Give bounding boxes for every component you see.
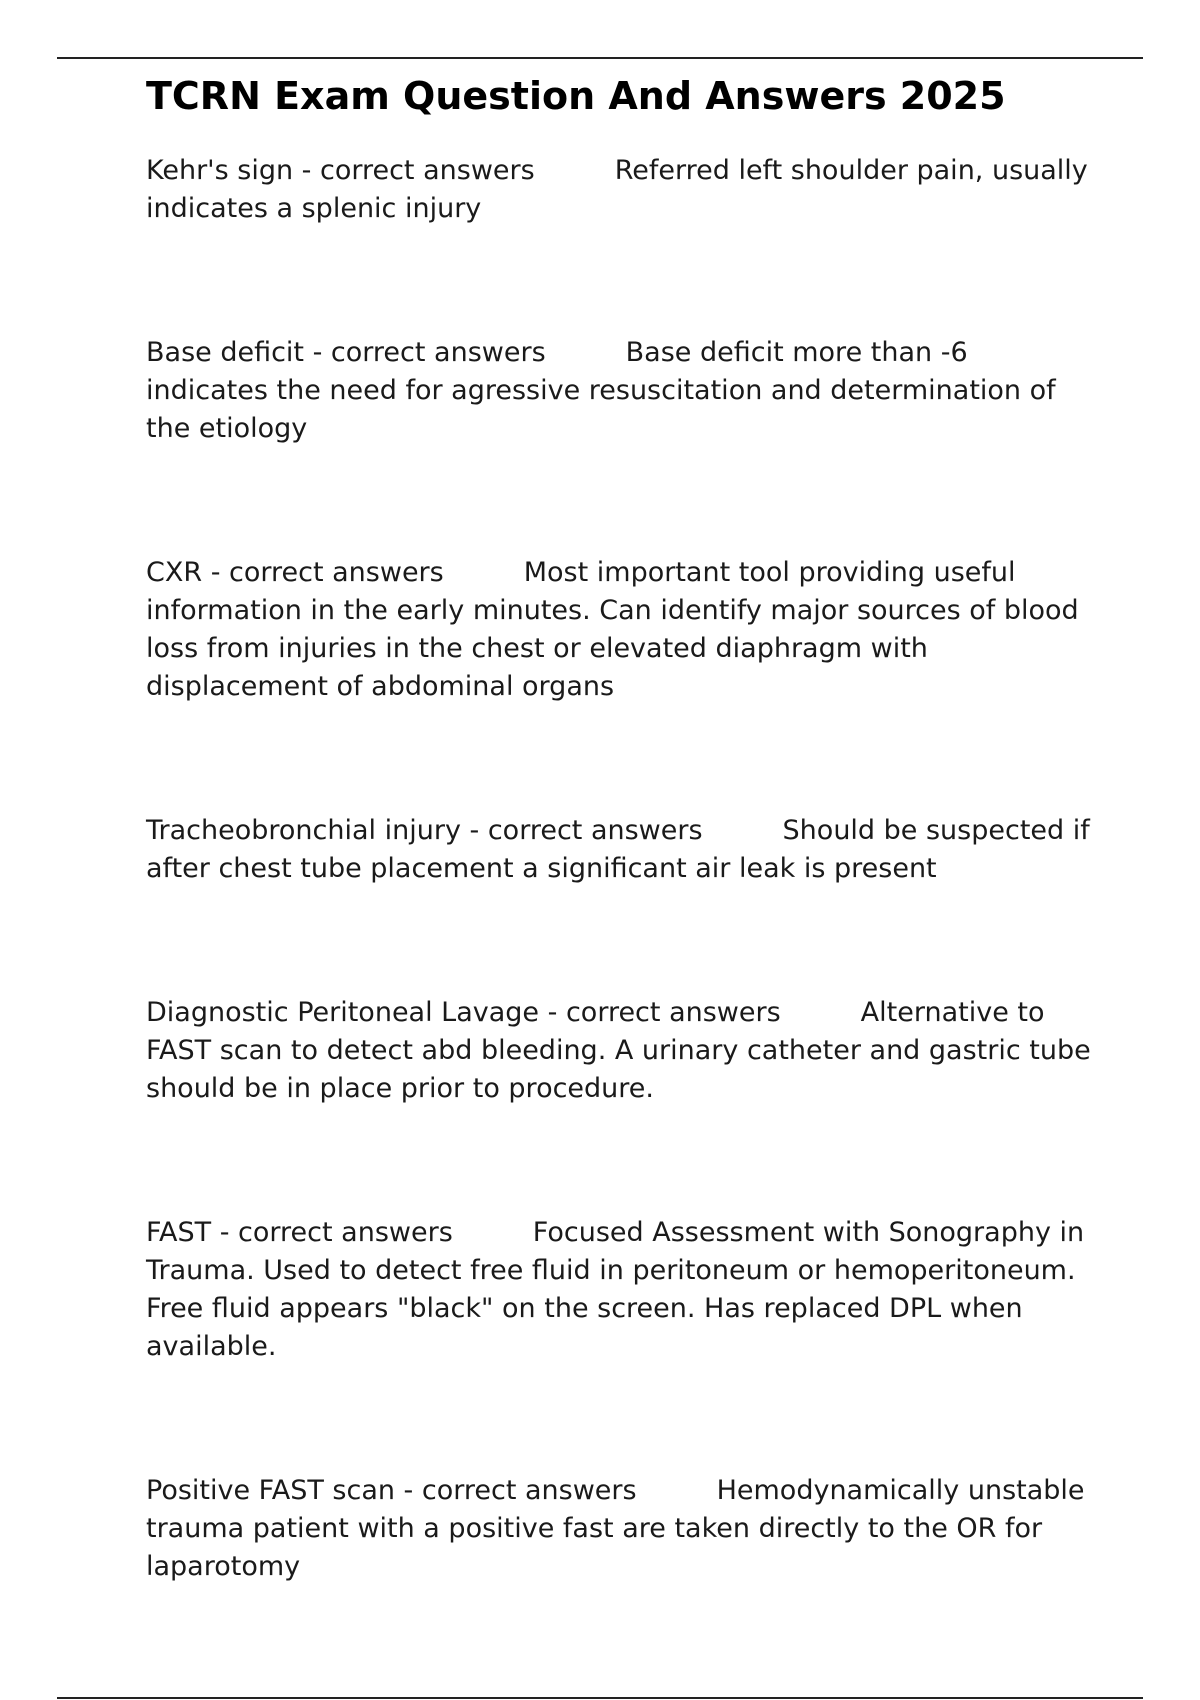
qa-item <box>146 1214 1096 1366</box>
qa-item <box>146 152 1096 228</box>
qa-definition: Referred left shoulder pain, usually indicates a splenic injury <box>146 155 1088 224</box>
qa-term: Kehr's sign - correct answers <box>146 155 535 186</box>
qa-definition: Focused Assessment with Sonography in Trauma. Used to detect free fluid in peritoneum or hemoperitoneum. Free fluid appears "black" on the screen. Has replaced DPL when available. <box>146 1217 1085 1362</box>
qa-term: Positive FAST scan - correct answers <box>146 1475 637 1506</box>
qa-term: Base deficit - correct answers <box>146 337 546 368</box>
document-body <box>146 70 1096 1586</box>
qa-definition: Alternative to FAST scan to detect abd bleeding. A urinary catheter and gastric tube should be in place prior to procedure. <box>146 997 1091 1104</box>
qa-definition: Base deficit more than -6 indicates the need for agressive resuscitation and determination of the etiology <box>146 337 1056 444</box>
qa-item <box>146 334 1096 448</box>
bottom-rule <box>57 1697 1143 1699</box>
qa-definition: Most important tool providing useful information in the early minutes. Can identify major sources of blood loss from injuries in the chest or elevated diaphragm with displacement of abdominal organs <box>146 557 1079 702</box>
qa-item <box>146 994 1096 1108</box>
qa-term: CXR - correct answers <box>146 557 444 588</box>
qa-term: Tracheobronchial injury - correct answers <box>146 815 703 846</box>
qa-item <box>146 812 1096 888</box>
top-rule <box>57 57 1143 59</box>
qa-definition: Hemodynamically unstable trauma patient with a positive fast are taken directly to the OR for laparotomy <box>146 1475 1085 1582</box>
qa-list <box>146 152 1096 1586</box>
qa-term: Diagnostic Peritoneal Lavage - correct answers <box>146 997 781 1028</box>
qa-term: FAST - correct answers <box>146 1217 453 1248</box>
page-title: TCRN Exam Question And Answers 2025 <box>146 74 1006 118</box>
qa-definition: Should be suspected if after chest tube placement a significant air leak is present <box>146 815 1090 884</box>
qa-item <box>146 1472 1096 1586</box>
qa-item <box>146 554 1096 706</box>
